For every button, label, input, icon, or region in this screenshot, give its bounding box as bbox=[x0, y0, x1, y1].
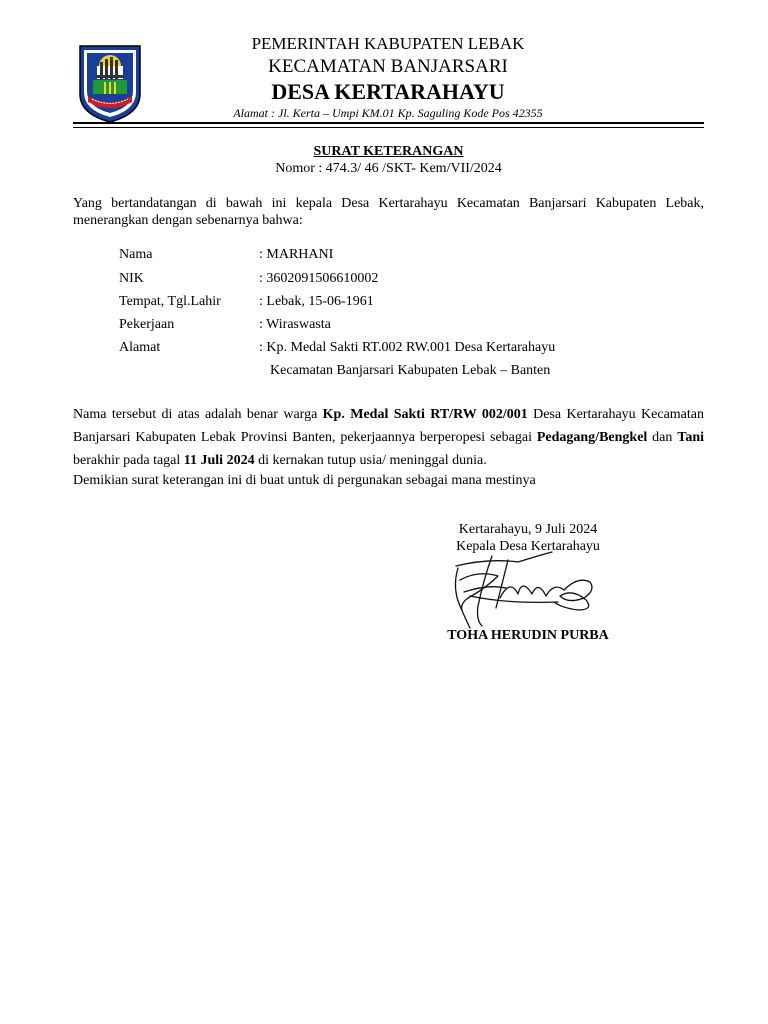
header-village: DESA KERTARAHAYU bbox=[271, 79, 505, 104]
handwritten-signature bbox=[448, 548, 598, 638]
body-paragraph bbox=[73, 403, 704, 472]
field-label-occupation: Pekerjaan bbox=[119, 317, 175, 332]
body-text-3: dan bbox=[647, 430, 678, 445]
field-value-address-line2: Kecamatan Banjarsari Kabupaten Lebak – Banten bbox=[270, 363, 551, 378]
letter-number: Nomor : 474.3/ 46 /SKT- Kem/VII/2024 bbox=[275, 161, 502, 176]
header-address: Alamat : Jl. Kerta – Umpi KM.01 Kp. Saguling Kode Pos 42355 bbox=[233, 106, 543, 120]
closing-paragraph: Demikian surat keterangan ini di buat untuk di pergunakan sebagai mana mestinya bbox=[73, 473, 536, 488]
field-label-birth: Tempat, Tgl.Lahir bbox=[119, 294, 221, 309]
signature-position: Kepala Desa Kertarahayu bbox=[456, 539, 600, 554]
field-value-nama: : MARHANI bbox=[259, 247, 334, 262]
body-text-5: di kernakan tutup usia/ meninggal dunia. bbox=[254, 453, 487, 468]
body-bold-kampung: Kp. Medal Sakti RT/RW 002/001 bbox=[322, 407, 528, 422]
signature-place-date: Kertarahayu, 9 Juli 2024 bbox=[458, 522, 598, 537]
body-bold-tani: Tani bbox=[677, 430, 704, 445]
body-bold-date: 11 Juli 2024 bbox=[183, 453, 255, 468]
field-value-address: : Kp. Medal Sakti RT.002 RW.001 Desa Kertarahayu bbox=[259, 340, 556, 355]
intro-paragraph: Yang bertandatangan di bawah ini kepala Desa Kertarahayu Kecamatan Banjarsari Kabupaten Lebak, menerangkan dengan sebenarnya bahwa: bbox=[73, 196, 704, 228]
body-text-2: Desa Kertarahayu Kecamatan Banjarsari Kabupaten Lebak Provinsi Banten, pekerjaannya berperopesi sebagai bbox=[73, 407, 704, 445]
header-divider-thin bbox=[73, 127, 704, 128]
letter-title: SURAT KETERANGAN bbox=[313, 144, 464, 159]
signature-name: TOHA HERUDIN PURBA bbox=[447, 628, 609, 643]
field-value-occupation: : Wiraswasta bbox=[259, 317, 331, 332]
field-value-birth: : Lebak, 15-06-1961 bbox=[259, 294, 374, 309]
field-label-address: Alamat bbox=[119, 340, 161, 355]
header-district: KECAMATAN BANJARSARI bbox=[268, 56, 508, 77]
header-divider-thick bbox=[73, 122, 704, 124]
body-text-1: Nama tersebut di atas adalah benar warga bbox=[73, 407, 323, 422]
field-label-nama: Nama bbox=[119, 247, 153, 262]
header-government: PEMERINTAH KABUPATEN LEBAK bbox=[251, 34, 525, 53]
village-emblem-logo bbox=[76, 42, 144, 124]
field-label-nik: NIK bbox=[119, 271, 144, 286]
body-text-4: berakhir pada tagal bbox=[73, 453, 184, 468]
body-bold-occupation: Pedagang/Bengkel bbox=[536, 430, 648, 445]
field-value-nik: : 3602091506610002 bbox=[259, 271, 379, 286]
